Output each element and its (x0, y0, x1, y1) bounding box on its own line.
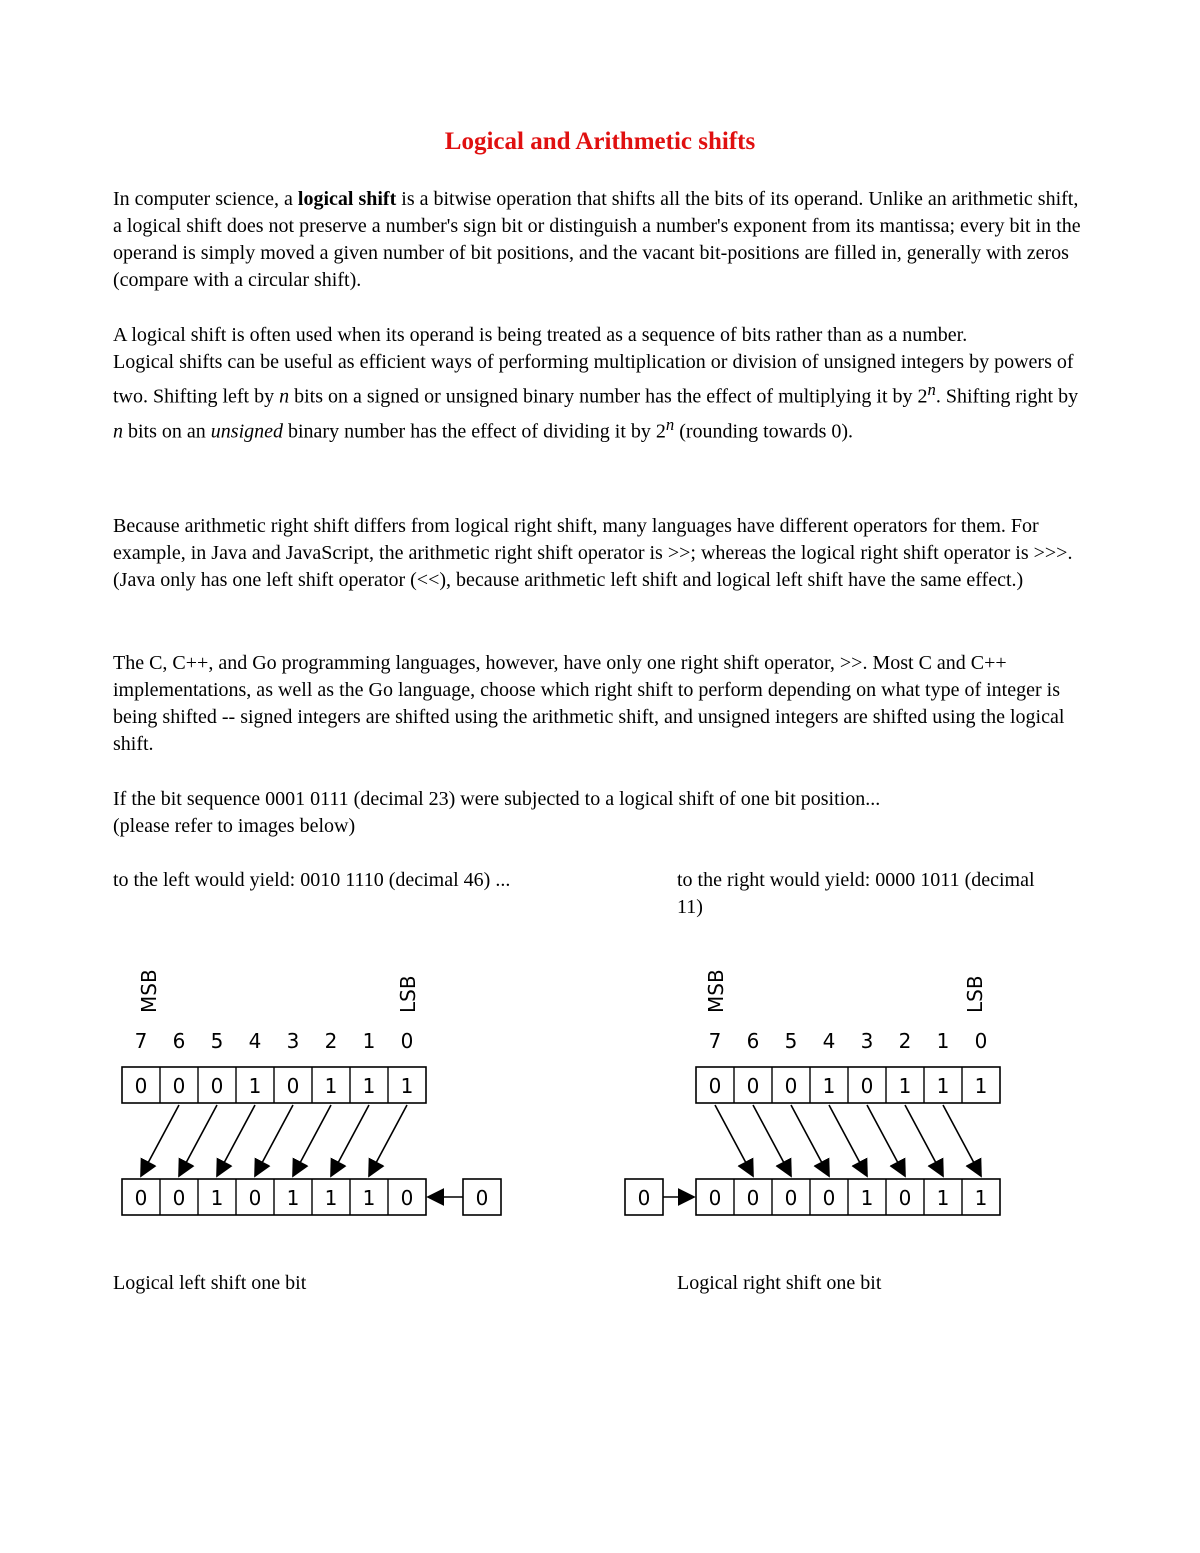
msb-label: MSB (704, 969, 728, 1013)
input-row-bit: 1 (400, 1074, 414, 1098)
left-shift-caption: Logical left shift one bit (113, 1272, 307, 1294)
input-row-bit: 1 (936, 1074, 950, 1098)
input-row-bit: 0 (286, 1074, 300, 1098)
input-bit-row (122, 1067, 426, 1103)
bit-position-label: 4 (822, 1029, 836, 1053)
output-row-bit: 0 (898, 1186, 912, 1210)
p2-line1: A logical shift is often used when its operand is being treated as a sequence of bits rather than as a number. (113, 324, 968, 346)
left-shift-result-text: to the left would yield: 0010 1110 (decimal 46) ... (113, 869, 511, 891)
bit-position-label: 0 (974, 1029, 988, 1053)
fill-bit (625, 1179, 694, 1215)
p2-sup1: n (927, 380, 936, 399)
bit-position-label: 6 (172, 1029, 186, 1053)
input-row-bit: 1 (324, 1074, 338, 1098)
output-row-bit: 1 (936, 1186, 950, 1210)
bit-position-labels (135, 1029, 414, 1053)
lsb-label: LSB (396, 975, 420, 1013)
input-row-bit: 0 (784, 1074, 798, 1098)
input-row-bit: 0 (746, 1074, 760, 1098)
paragraph-c-operators: The C, C++, and Go programming languages, however, have only one right shift operator, >>. Most C and C++ implementations, as well as the Go language, choose which right shift to perform depending on what type of integer is being shifted -- signed integers are shifted using the arithmetic shift, and unsigned integers are shifted using the logical shift. (113, 652, 1065, 755)
msb-label: MSB (137, 969, 161, 1013)
shift-arrow (293, 1105, 331, 1176)
logical-shift-term: logical shift (297, 188, 397, 210)
bit-position-label: 4 (248, 1029, 262, 1053)
bit-position-label: 5 (210, 1029, 224, 1053)
bit-position-label: 0 (400, 1029, 414, 1053)
input-row-bit: 1 (974, 1074, 988, 1098)
p1-text-end: is a bitwise operation that shifts all the bits of its operand. Unlike an arithmetic shift, a logical shift does not preserve a number's sign bit or distinguish a number's exponent from its mantissa; every bit in the operand is simply moved a given number of bit positions, and the vacant bit-positions are filled in, generally with zeros (compare with a circular shift). (113, 188, 1081, 291)
paragraph-intro (113, 186, 1088, 294)
shift-arrow (829, 1105, 867, 1176)
output-bit-row (122, 1179, 426, 1215)
input-row-bit: 0 (172, 1074, 186, 1098)
input-row-bit: 0 (134, 1074, 148, 1098)
input-bit-row (696, 1067, 1000, 1103)
fill-bit-value: 0 (637, 1186, 651, 1210)
shift-arrow (217, 1105, 255, 1176)
shift-arrow (905, 1105, 943, 1176)
p2-e: binary number has the effect of dividing it by 2 (283, 420, 666, 443)
output-row-bit: 1 (324, 1186, 338, 1210)
shift-arrow (369, 1105, 407, 1176)
shift-arrows (141, 1105, 407, 1176)
output-row-bit: 0 (248, 1186, 262, 1210)
bit-position-label: 7 (134, 1029, 148, 1053)
shift-arrow (753, 1105, 791, 1176)
p2-unsigned: unsigned (210, 420, 283, 443)
shift-arrow (791, 1105, 829, 1176)
p2-n2: n (113, 420, 123, 443)
input-row-bit: 1 (362, 1074, 376, 1098)
output-row-bit: 0 (134, 1186, 148, 1210)
bit-position-label: 3 (286, 1029, 300, 1053)
fill-bit (428, 1179, 501, 1215)
paragraph-example (113, 786, 1088, 840)
output-row-bit: 1 (974, 1186, 988, 1210)
input-row-bit: 0 (210, 1074, 224, 1098)
input-row-bit: 1 (248, 1074, 262, 1098)
input-row-bit: 1 (898, 1074, 912, 1098)
p2-sup2: n (665, 414, 675, 434)
shift-arrow (715, 1105, 753, 1176)
p5-line1: If the bit sequence 0001 0111 (decimal 23) were subjected to a logical shift of one bit position... (113, 788, 881, 810)
output-bit-row (696, 1179, 1000, 1215)
paragraph-java-operators: Because arithmetic right shift differs from logical right shift, many languages have different operators for them. For example, in Java and JavaScript, the arithmetic right shift operator is >>; whereas the logical right shift operator is >>>. (Java only has one left shift operator (<<), because arithmetic left shift and logical left shift have the same effect.) (113, 515, 1073, 591)
bit-position-label: 5 (784, 1029, 798, 1053)
p1-text-start: In computer science, a (113, 188, 298, 210)
p2-d: bits on an (123, 420, 211, 443)
right-shift-caption: Logical right shift one bit (677, 1272, 882, 1294)
p2-body (113, 349, 1088, 445)
output-row-bit: 1 (362, 1186, 376, 1210)
shift-arrow (867, 1105, 905, 1176)
bit-position-labels (709, 1029, 988, 1053)
lsb-label: LSB (963, 975, 987, 1013)
bit-position-label: 2 (898, 1029, 912, 1053)
shift-arrow (141, 1105, 179, 1176)
shift-arrow (943, 1105, 981, 1176)
bit-position-label: 3 (860, 1029, 874, 1053)
shift-arrow (255, 1105, 293, 1176)
paragraph-usage (113, 322, 1088, 445)
output-row-bit: 1 (286, 1186, 300, 1210)
bit-position-label: 2 (324, 1029, 338, 1053)
output-row-bit: 0 (400, 1186, 414, 1210)
p2-c: . Shifting right by (935, 385, 1079, 408)
bit-position-label: 1 (936, 1029, 950, 1053)
shift-arrows (715, 1105, 981, 1176)
output-row-bit: 0 (822, 1186, 836, 1210)
p2-a: Logical shifts can be useful as efficient ways of performing multiplication or division of unsigned integers by powers of two. Shifting left by (113, 351, 1074, 408)
output-row-bit: 1 (860, 1186, 874, 1210)
p2-b: bits on a signed or unsigned binary number has the effect of multiplying it by 2 (289, 385, 928, 408)
p2-n1: n (279, 385, 290, 408)
page-title: Logical and Arithmetic shifts (444, 128, 756, 155)
input-row-bit: 1 (822, 1074, 836, 1098)
output-row-bit: 1 (210, 1186, 224, 1210)
output-row-bit: 0 (172, 1186, 186, 1210)
left-shift-diagram (0, 940, 600, 1240)
output-row-bit: 0 (784, 1186, 798, 1210)
fill-bit-value: 0 (475, 1186, 489, 1210)
input-row-bit: 0 (860, 1074, 874, 1098)
output-row-bit: 0 (746, 1186, 760, 1210)
shift-arrow (331, 1105, 369, 1176)
right-shift-diagram (600, 940, 1200, 1240)
bit-position-label: 6 (746, 1029, 760, 1053)
shift-arrow (179, 1105, 217, 1176)
p2-f: (rounding towards 0). (674, 420, 854, 443)
output-row-bit: 0 (708, 1186, 722, 1210)
right-shift-result-text: to the right would yield: 0000 1011 (decimal 11) (677, 869, 1035, 918)
bit-position-label: 1 (362, 1029, 376, 1053)
input-row-bit: 0 (708, 1074, 722, 1098)
bit-position-label: 7 (708, 1029, 722, 1053)
p5-line2: (please refer to images below) (113, 815, 356, 837)
